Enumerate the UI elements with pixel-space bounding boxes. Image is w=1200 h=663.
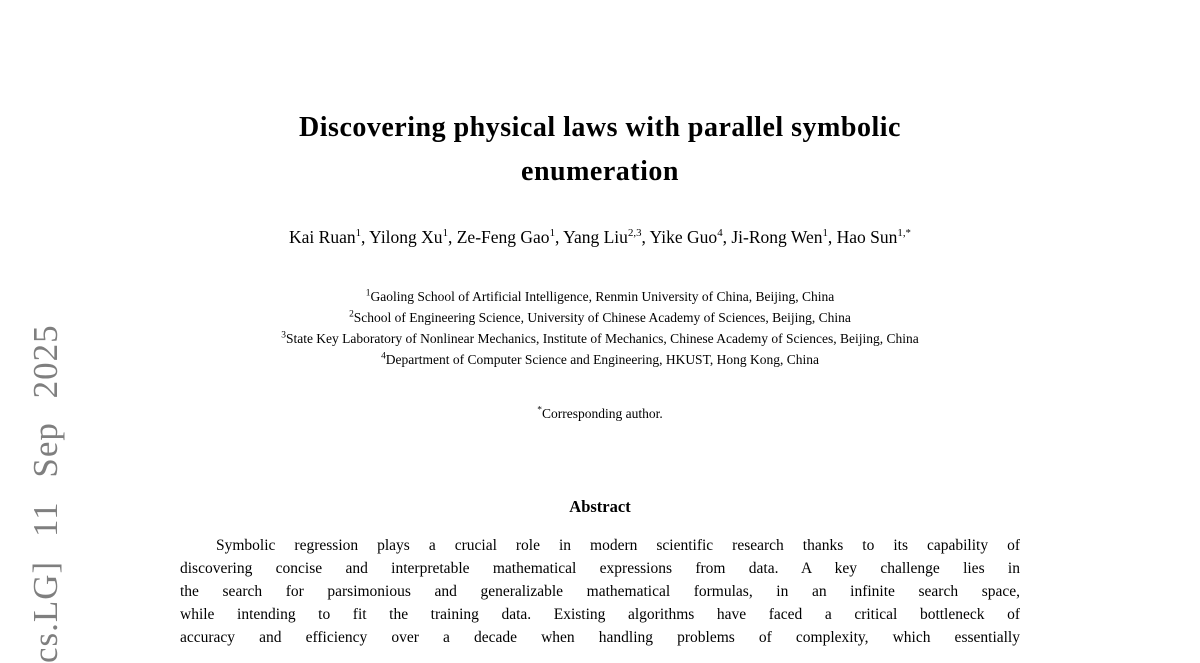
abstract-line: accuracy and efficiency over a decade when handling problems of complexity, which essentially <box>180 629 1020 646</box>
affiliation-line: $^3$State Key Laboratory of Nonlinear Mechanics, Institute of Mechanics, Chinese Academy of Sciences, Beijing, China <box>281 330 919 346</box>
affiliation-marker: 1 <box>365 288 371 299</box>
author-line: Kai Ruan$^1$, Yilong Xu$^1$, Ze-Feng Gao$^1$, Yang Liu$^{2,3}$, Yike Guo$^4$, Ji-Rong Wen$^1$, Hao Sun$^{1,*}$ <box>289 227 911 247</box>
author-affiliation-marker: 2,3 <box>627 227 642 240</box>
author-affiliation-marker: 1 <box>355 227 362 240</box>
arxiv-stamp: cs.LG] 11 Sep 2025 <box>26 324 65 663</box>
affiliation-marker: 3 <box>281 330 286 341</box>
paper-title-line: enumeration <box>521 156 679 187</box>
author: Yike Guo$^4$ <box>649 227 723 247</box>
paper-title-line: Discovering physical laws with parallel symbolic <box>299 112 901 143</box>
author: Ji-Rong Wen$^1$ <box>731 227 828 247</box>
author: Yang Liu$^{2,3}$ <box>563 227 642 247</box>
abstract-line: the search for parsimonious and generalizable mathematical formulas, in an infinite search space, <box>180 583 1020 600</box>
author: Ze-Feng Gao$^1$ <box>456 227 555 247</box>
author: Kai Ruan$^1$ <box>289 227 362 247</box>
abstract-line: Symbolic regression plays a crucial role in modern scientific research thanks to its capability of <box>216 537 1020 554</box>
abstract-line: while intending to fit the training data. Existing algorithms have faced a critical bottleneck of <box>180 606 1020 623</box>
author-affiliation-marker: 1 <box>442 227 448 240</box>
author: Hao Sun$^{1,*}$ <box>836 227 911 247</box>
affiliation-line: $^2$School of Engineering Science, University of Chinese Academy of Sciences, Beijing, China <box>349 309 851 325</box>
affiliation-line: $^1$Gaoling School of Artificial Intelligence, Renmin University of China, Beijing, China <box>365 288 835 304</box>
author: Yilong Xu$^1$ <box>369 227 448 247</box>
abstract-text <box>180 534 1020 649</box>
corresponding-marker: * <box>537 405 542 416</box>
abstract-line: discovering concise and interpretable mathematical expressions from data. A key challenge lies in <box>180 560 1020 577</box>
author-affiliation-marker: 1,* <box>897 227 911 240</box>
affiliations <box>0 286 1200 370</box>
corresponding-author-note: *Corresponding author. <box>537 405 663 421</box>
abstract-heading: Abstract <box>569 497 631 516</box>
paper-title <box>0 106 1200 194</box>
author-affiliation-marker: 1 <box>822 227 828 240</box>
author-affiliation-marker: 4 <box>717 227 723 240</box>
affiliation-marker: 2 <box>349 309 354 320</box>
author-affiliation-marker: 1 <box>549 227 555 240</box>
affiliation-marker: 4 <box>381 351 386 362</box>
affiliation-line: $^4$Department of Computer Science and Engineering, HKUST, Hong Kong, China <box>381 351 819 367</box>
